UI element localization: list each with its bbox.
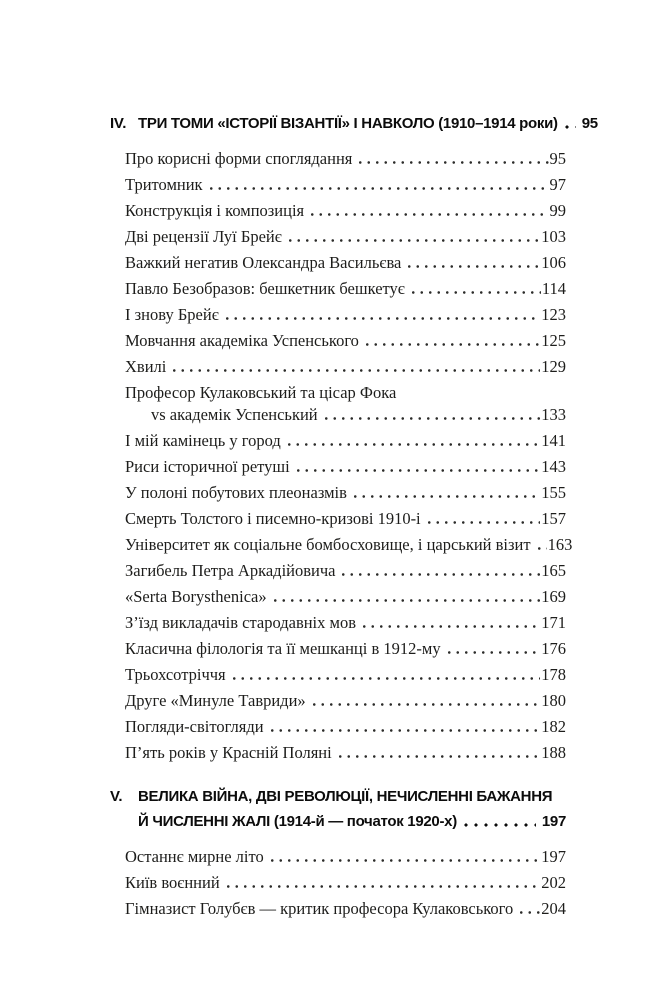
dot-leader: [286, 237, 540, 244]
toc-entry-line: [125, 508, 566, 530]
toc-entry: [125, 174, 566, 196]
entry-title: Про корисні форми споглядання: [125, 149, 353, 168]
dot-leader: [409, 289, 541, 296]
entry-page-number: 157: [541, 509, 566, 528]
entry-page-number: 165: [541, 561, 566, 580]
entry-page-number: 114: [541, 279, 566, 298]
entry-page-number: 97: [549, 175, 566, 194]
section-title-text: Й ЧИСЛЕННІ ЖАЛІ (1914-й — початок 1920-х): [138, 813, 457, 830]
toc-entry-line: [125, 330, 566, 352]
entry-page-number: 169: [541, 587, 566, 606]
toc-entry-line: [125, 716, 566, 738]
dot-leader: [562, 123, 576, 131]
toc-entry-line: [125, 200, 566, 222]
toc-entry: [125, 612, 566, 634]
toc-entry-line: [125, 356, 566, 378]
section-title-line: [138, 784, 566, 809]
section-entries: [110, 148, 573, 764]
entry-page-number: 99: [549, 201, 566, 220]
toc-entry-line: [125, 638, 566, 660]
dot-leader: [363, 341, 540, 348]
entry-title: Риси історичної ретуші: [125, 457, 290, 476]
dot-leader: [207, 185, 549, 192]
toc-entry-line: [125, 664, 566, 686]
toc-entry: [125, 356, 566, 378]
dot-leader: [310, 701, 541, 708]
dot-leader: [517, 909, 540, 916]
toc-entry: [125, 872, 566, 894]
toc-entry: [125, 482, 566, 504]
toc-section: [110, 111, 598, 764]
toc-entry-line: [125, 482, 566, 504]
entry-title: Конструкція і композиція: [125, 201, 305, 220]
section-title-block: [138, 111, 598, 136]
toc-entry-line: [125, 226, 566, 248]
entry-title: Дві рецензії Луї Брейє: [125, 227, 282, 246]
dot-leader: [425, 519, 541, 526]
toc-entry: [125, 200, 566, 222]
table-of-contents: [110, 111, 598, 924]
entry-page-number: 133: [541, 405, 566, 424]
entry-page-number: 143: [541, 457, 566, 476]
entry-title: vs академік Успенський: [151, 405, 318, 424]
toc-entry: [125, 382, 566, 426]
toc-entry: [125, 508, 566, 530]
toc-entry: [125, 560, 566, 582]
section-title-block: [138, 784, 566, 834]
toc-entry: [125, 846, 566, 868]
entry-page-number: 155: [541, 483, 566, 502]
entry-page-number: 180: [541, 691, 566, 710]
entry-title: Тритомник: [125, 175, 203, 194]
toc-entry-line: [125, 846, 566, 868]
entry-page-number: 178: [541, 665, 566, 684]
toc-entry-line: [125, 742, 566, 764]
toc-entry: [125, 252, 566, 274]
entry-title: І мій камінець у город: [125, 431, 281, 450]
toc-entry: [125, 278, 566, 300]
entry-page-number: 197: [541, 847, 566, 866]
dot-leader: [339, 571, 540, 578]
toc-entry-line: [125, 278, 566, 300]
entry-title: Погляди-світогляди: [125, 717, 264, 736]
section-header: [110, 784, 566, 834]
entry-title: П’ять років у Красній Поляні: [125, 743, 332, 762]
toc-entry-line: [125, 404, 566, 426]
toc-entry: [125, 742, 566, 764]
entry-title: Смерть Толстого і писемно-кризові 1910-і: [125, 509, 421, 528]
entry-title: «Serta Borysthenica»: [125, 587, 267, 606]
dot-leader: [308, 211, 548, 218]
entry-title: Загибель Петра Аркадійовича: [125, 561, 336, 580]
entry-page-number: 103: [541, 227, 566, 246]
toc-entry-line: [125, 174, 566, 196]
dot-leader: [535, 545, 547, 552]
section-title-line: [138, 809, 566, 834]
toc-entry: [125, 586, 566, 608]
toc-entry: [125, 304, 566, 326]
entry-title: Київ воєнний: [125, 873, 220, 892]
dot-leader: [360, 623, 540, 630]
toc-entry-line: [125, 304, 566, 326]
toc-entry: [125, 330, 566, 352]
toc-entry: [125, 430, 566, 452]
dot-leader: [322, 415, 541, 422]
toc-entry-line: [125, 382, 566, 404]
entry-page-number: 202: [541, 873, 566, 892]
dot-leader: [336, 753, 541, 760]
section-page-number: 197: [541, 813, 566, 830]
toc-entry-line: [125, 560, 566, 582]
toc-entry: [125, 716, 566, 738]
toc-entry-line: [125, 534, 573, 556]
section-title-text: ВЕЛИКА ВІЙНА, ДВІ РЕВОЛЮЦІЇ, НЕЧИСЛЕННІ БАЖАННЯ: [138, 788, 553, 805]
entry-page-number: 125: [541, 331, 566, 350]
dot-leader: [224, 883, 541, 890]
toc-entry: [125, 456, 566, 478]
dot-leader: [294, 467, 541, 474]
toc-entry: [125, 898, 566, 920]
entry-title: Трьохсотріччя: [125, 665, 226, 684]
entry-page-number: 188: [541, 743, 566, 762]
dot-leader: [230, 675, 541, 682]
toc-entry-line: [125, 148, 566, 170]
dot-leader: [285, 441, 540, 448]
entry-page-number: 141: [541, 431, 566, 450]
dot-leader: [268, 857, 541, 864]
toc-entry: [125, 226, 566, 248]
dot-leader: [405, 263, 540, 270]
section-number: V.: [110, 788, 123, 805]
toc-entry-line: [125, 898, 566, 920]
entry-title: У полоні побутових плеоназмів: [125, 483, 347, 502]
toc-entry: [125, 690, 566, 712]
section-header: [110, 111, 598, 136]
entry-title: З’їзд викладачів стародавніх мов: [125, 613, 356, 632]
dot-leader: [356, 159, 548, 166]
entry-title: Важкий негатив Олександра Васильєва: [125, 253, 402, 272]
toc-entry: [125, 148, 566, 170]
dot-leader: [170, 367, 540, 374]
toc-entry: [125, 638, 566, 660]
section-title-line: [138, 111, 598, 136]
dot-leader: [351, 493, 540, 500]
toc-entry-line: [125, 252, 566, 274]
toc-entry-line: [125, 872, 566, 894]
toc-entry-line: [125, 690, 566, 712]
section-entries: [110, 846, 566, 920]
dot-leader: [271, 597, 541, 604]
toc-section: [110, 784, 566, 920]
entry-page-number: 106: [541, 253, 566, 272]
dot-leader: [268, 727, 541, 734]
entry-title: Класична філологія та її мешканці в 1912-му: [125, 639, 441, 658]
entry-page-number: 171: [541, 613, 566, 632]
entry-title: Університет як соціальне бомбосховище, і царський візит: [125, 535, 531, 554]
entry-page-number: 123: [541, 305, 566, 324]
toc-entry-line: [125, 456, 566, 478]
entry-title: Професор Кулаковський та цісар Фока: [125, 383, 397, 402]
entry-title: Друге «Минуле Тавриди»: [125, 691, 306, 710]
entry-title: Хвилі: [125, 357, 167, 376]
entry-title: І знову Брейє: [125, 305, 219, 324]
dot-leader: [445, 649, 541, 656]
entry-page-number: 176: [541, 639, 566, 658]
section-number: IV.: [110, 115, 127, 132]
entry-title: Останнє мирне літо: [125, 847, 264, 866]
toc-entry: [125, 664, 566, 686]
entry-title: Гімназист Голубєв — критик професора Кулаковського: [125, 899, 514, 918]
toc-entry-line: [125, 612, 566, 634]
entry-page-number: 129: [541, 357, 566, 376]
dot-leader: [461, 821, 536, 829]
section-title-text: ТРИ ТОМИ «ІСТОРІЇ ВІЗАНТІЇ» І НАВКОЛО (1910–1914 роки): [138, 115, 558, 132]
entry-page-number: 163: [547, 535, 573, 554]
toc-entry: [125, 534, 573, 556]
entry-title: Павло Безобразов: бешкетник бешкетує: [125, 279, 405, 298]
dot-leader: [223, 315, 540, 322]
toc-entry-line: [125, 430, 566, 452]
toc-entry-line: [125, 586, 566, 608]
entry-page-number: 182: [541, 717, 566, 736]
section-page-number: 95: [581, 115, 598, 132]
entry-page-number: 204: [541, 899, 566, 918]
entry-page-number: 95: [549, 149, 566, 168]
entry-title: Мовчання академіка Успенського: [125, 331, 359, 350]
